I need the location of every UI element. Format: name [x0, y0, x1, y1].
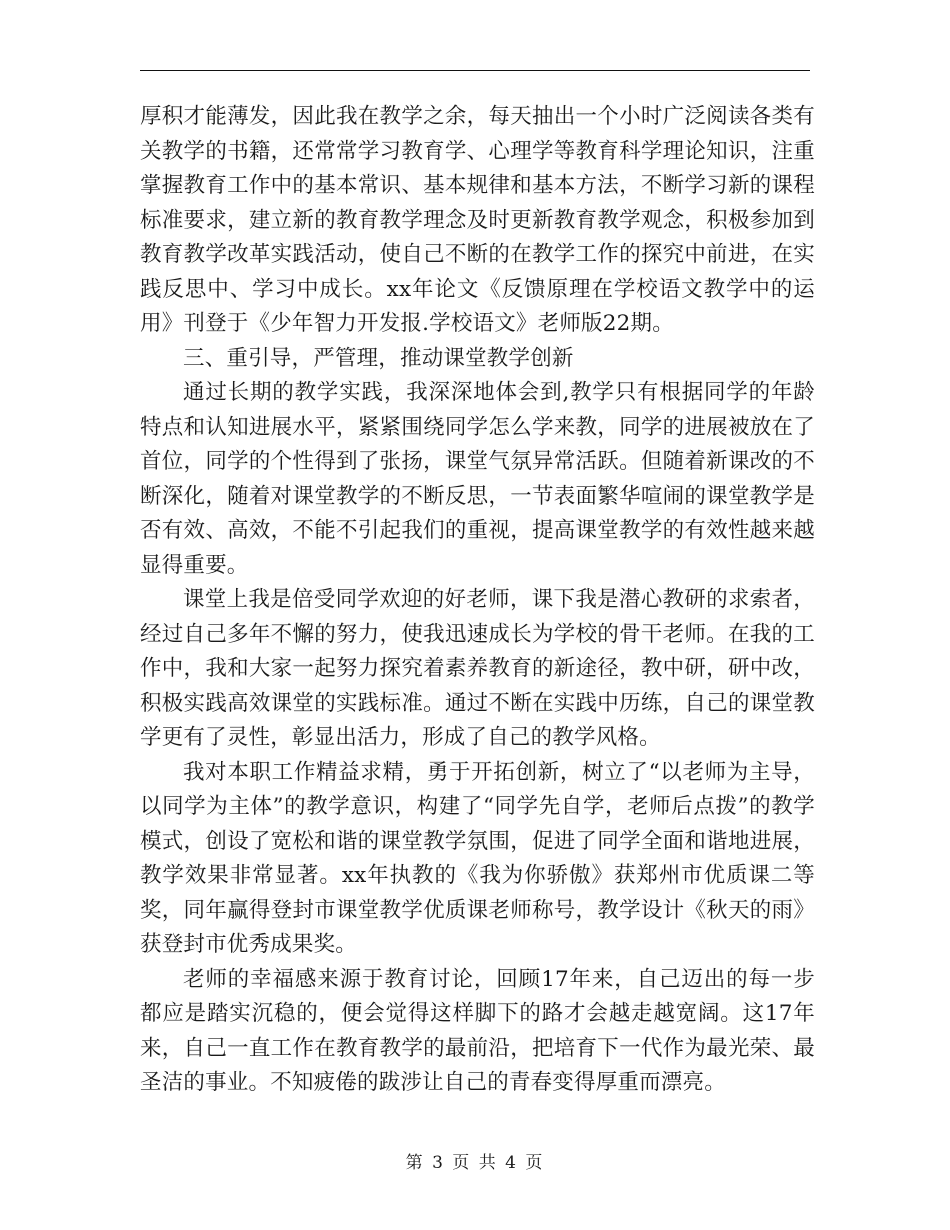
paragraph: 通过长期的教学实践，我深深地体会到,教学只有根据同学的年龄特点和认知进展水平，紧紧围绕同学怎么学来教，同学的进展被放在了首位，同学的个性得到了张扬，课堂气氛异常活跃。但随着新课改的不断深化，随着对课堂教学的不断反思，一节表面繁华喧闹的课堂教学是否有效、高效，不能不引起我们的重视，提高课堂教学的有效性越来越显得重要。: [140, 380, 815, 578]
page-number-footer: 第 3 页 共 4 页: [405, 1153, 545, 1173]
paragraph-continuation: 厚积才能薄发，因此我在教学之余，每天抽出一个小时广泛阅读各类有关教学的书籍，还常常学习教育学、心理学等教育科学理论知识，注重掌握教育工作中的基本常识、基本规律和基本方法，不断学习新的课程标准要求，建立新的教育教学理念及时更新教育教学观念，积极参加到教育教学改革实践活动，使自己不断的在教学工作的探究中前进，在实践反思中、学习中成长。xx年论文《反馈原理在学校语文教学中的运用》刊登于《少年智力开发报.学校语文》老师版22期。: [140, 104, 815, 336]
header-rule: [140, 70, 810, 71]
section-heading: 三、重引导，严管理，推动课堂教学创新: [183, 345, 574, 371]
paragraph: 老师的幸福感来源于教育讨论，回顾17年来，自己迈出的每一步都应是踏实沉稳的，便会觉得这样脚下的路才会越走越宽阔。这17年来，自己一直工作在教育教学的最前沿，把培育下一代作为最光荣、最圣洁的事业。不知疲倦的跋涉让自己的青春变得厚重而漂亮。: [140, 966, 815, 1095]
paragraph: 课堂上我是倍受同学欢迎的好老师，课下我是潜心教研的求索者，经过自己多年不懈的努力，使我迅速成长为学校的骨干老师。在我的工作中，我和大家一起努力探究着素养教育的新途径，教中研，研中改，积极实践高效课堂的实践标准。通过不断在实践中历练，自己的课堂教学更有了灵性，彰显出活力，形成了自己的教学风格。: [140, 587, 815, 750]
paragraph: 我对本职工作精益求精，勇于开拓创新，树立了“以老师为主导，以同学为主体”的教学意识，构建了“同学先自学，老师后点拨”的教学模式，创设了宽松和谐的课堂教学氛围，促进了同学全面和谐地进展，教学效果非常显著。xx年执教的《我为你骄傲》获郑州市优质课二等奖，同年赢得登封市课堂教学优质课老师称号，教学设计《秋天的雨》获登封市优秀成果奖。: [140, 759, 815, 957]
document-body: [140, 100, 815, 1101]
